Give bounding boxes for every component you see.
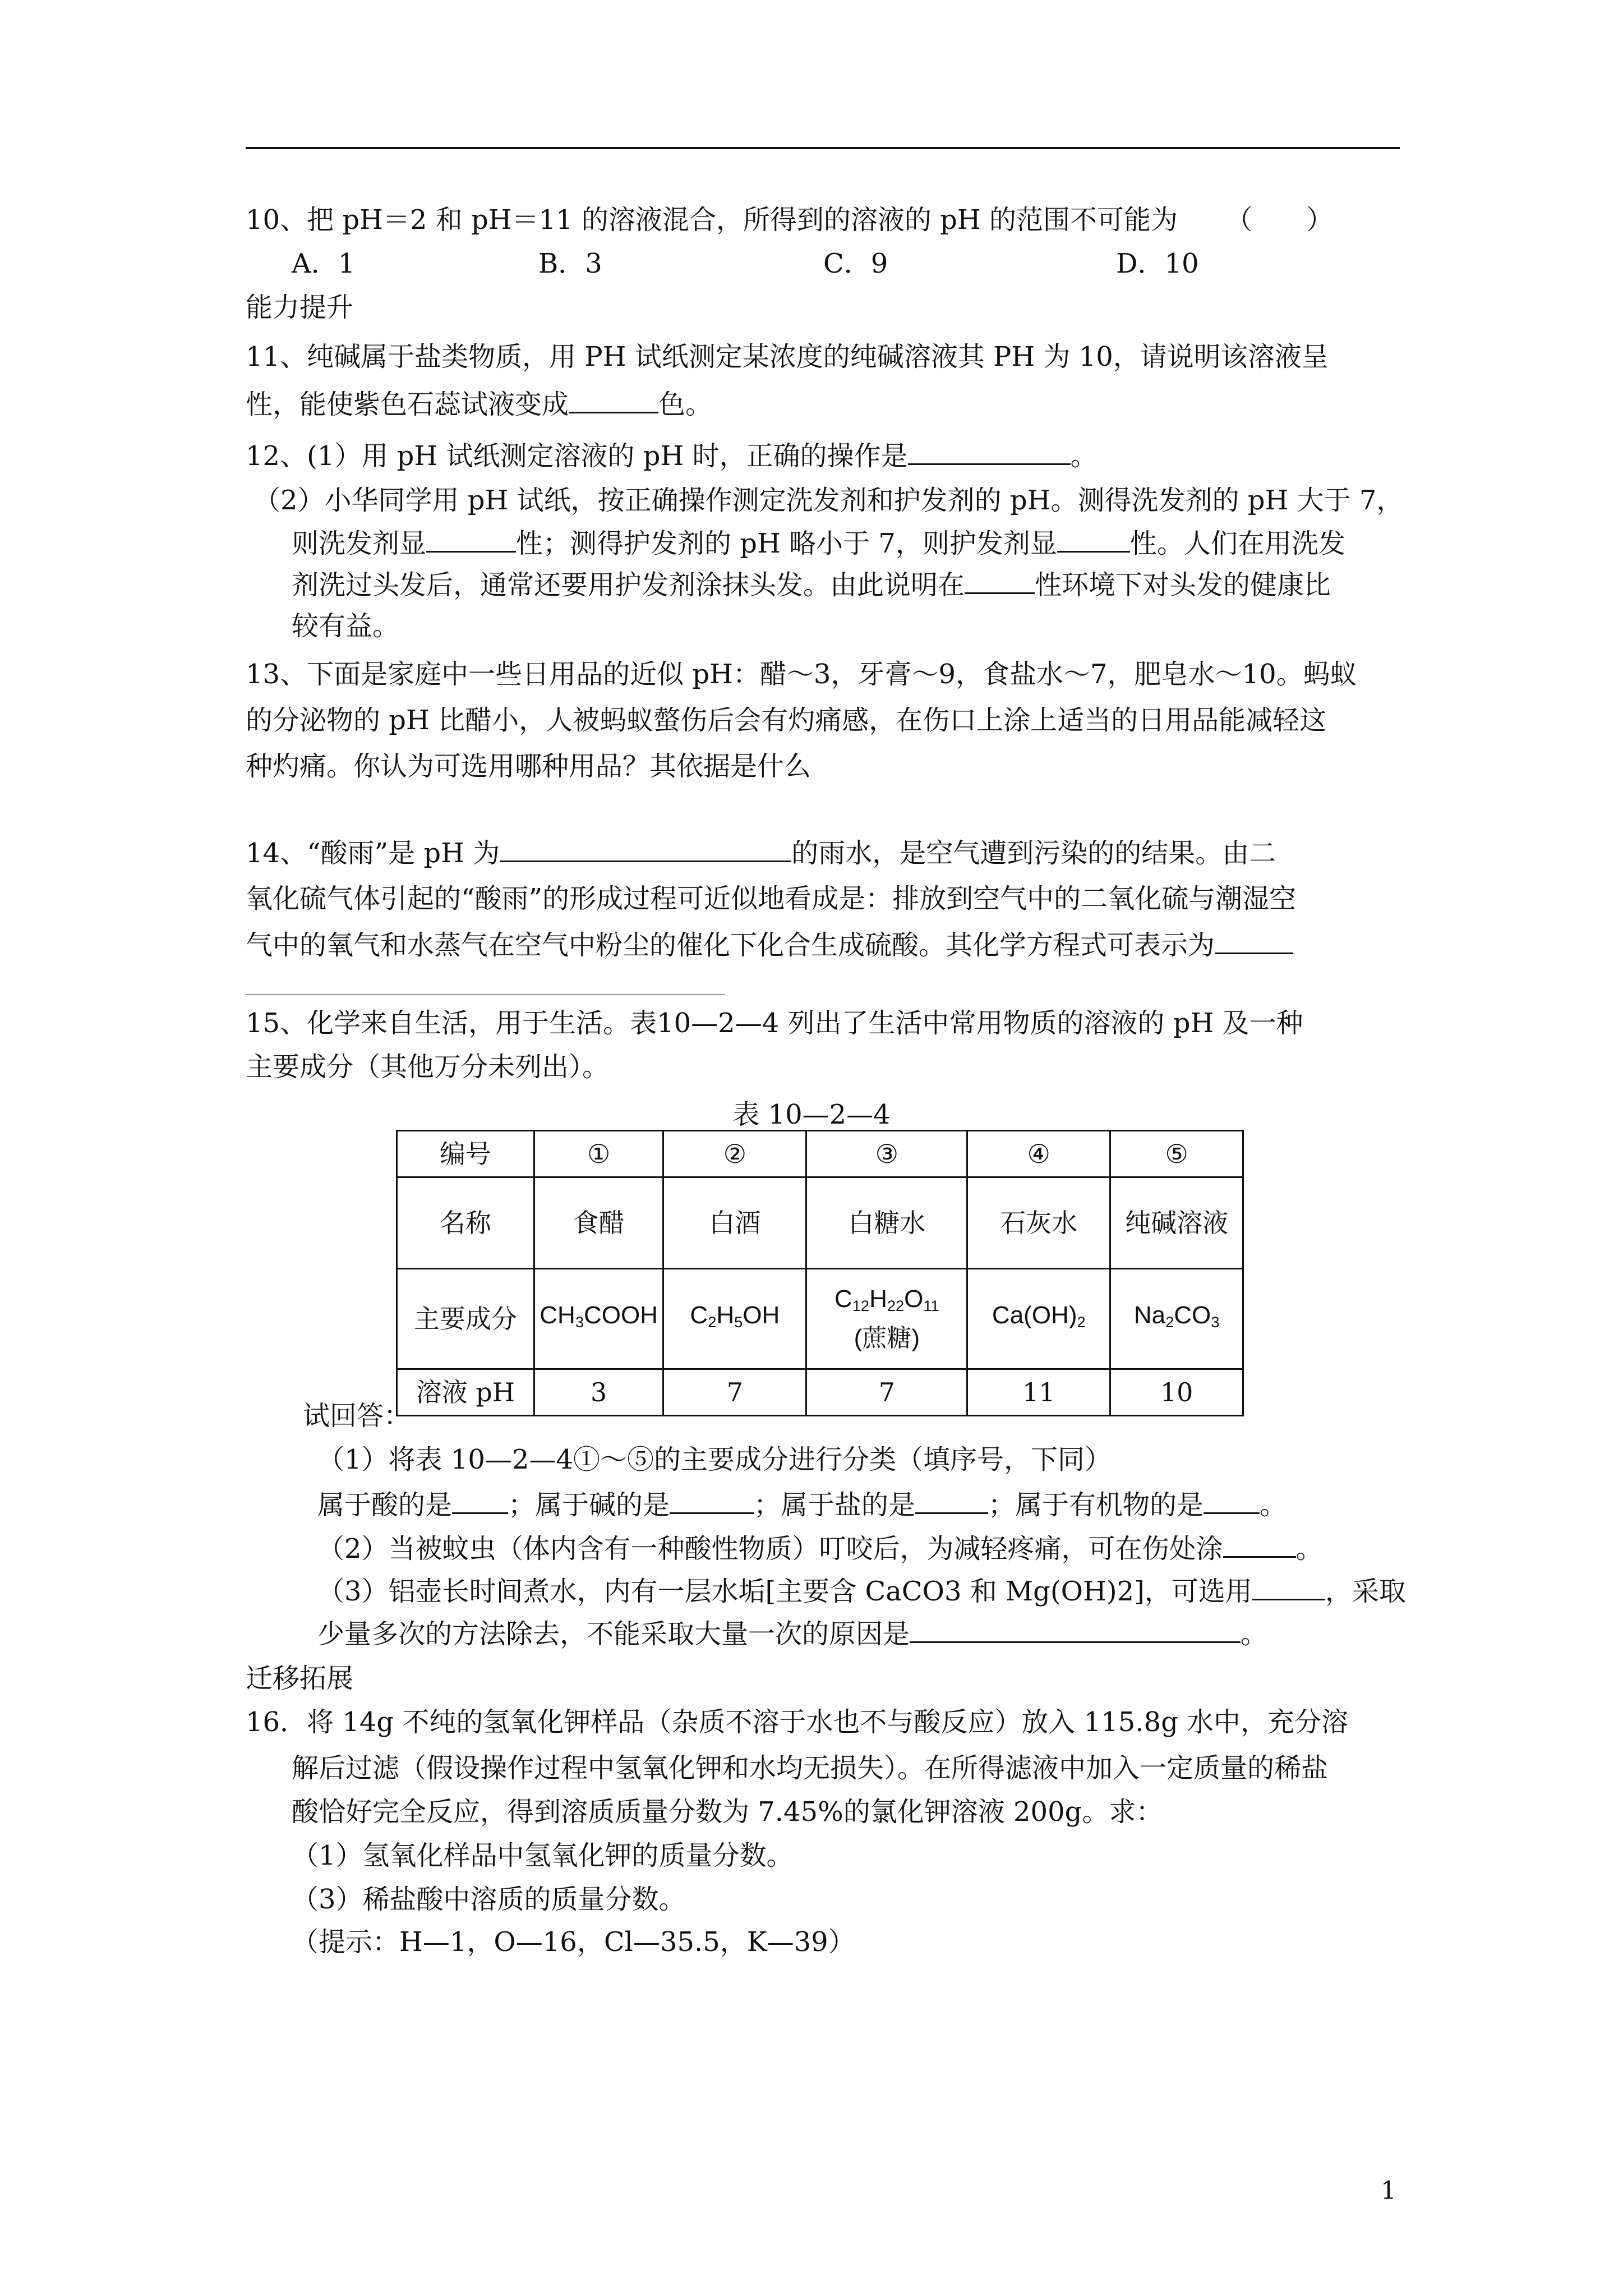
table-cell: 3 (534, 1369, 663, 1416)
table-row (397, 1177, 1243, 1269)
answer-blank (500, 836, 791, 862)
q10-option-b: B．3 (538, 248, 602, 279)
answer-blank (1252, 1574, 1325, 1600)
table-cell: 11 (967, 1369, 1110, 1416)
answer-blank (1215, 928, 1293, 954)
q12-line4: 剂洗过头发后，通常还要用护发剂涂抹头发。由此说明在 性环境下对头发的健康比 (292, 568, 1331, 602)
answer-blank (569, 387, 658, 413)
table-cell: 食醋 (534, 1177, 663, 1269)
row-label: 主要成分 (397, 1269, 534, 1369)
table-cell: ⑤ (1110, 1131, 1243, 1177)
table-row (397, 1269, 1243, 1369)
q15-sub1-answers: 属于酸的是 ；属于碱的是 ；属于盐的是 ；属于有机物的是 。 (317, 1488, 1287, 1522)
table-row (397, 1131, 1243, 1177)
answer-blank (452, 1488, 508, 1514)
table-cell: $Na_2CO_3$ (1110, 1269, 1243, 1369)
answer-intro: 试回答： (303, 1400, 411, 1432)
table-cell: $Ca(OH)_2$ (967, 1269, 1110, 1369)
table-cell: 7 (806, 1369, 967, 1416)
answer-blank (908, 439, 1071, 465)
table-cell: ④ (967, 1131, 1110, 1177)
table-cell: ② (663, 1131, 806, 1177)
answer-blank (1057, 526, 1130, 553)
row-label: 名称 (397, 1177, 534, 1269)
q12-line2: （2）小华同学用 pH 试纸，按正确操作测定洗发剂和护发剂的 pH。测得洗发剂的 pH 大于 7， (253, 485, 1404, 516)
q10-option-d: D．10 (1116, 248, 1199, 279)
q13-line3: 种灼痛。你认为可选用哪种用品？其依据是什么 (246, 751, 811, 782)
q12-line3: 则洗发剂显 性；测得护发剂的 pH 略小于 7，则护发剂显 性。人们在用洗发 (292, 526, 1345, 560)
row-label: 溶液 pH (397, 1369, 534, 1416)
q15-line1: 15、化学来自生活，用于生活。表10—2—4 列出了生活中常用物质的溶液的 pH 及一种 (246, 1007, 1303, 1039)
q11-line2: 性，能使紫色石蕊试液变成 色。 (246, 387, 712, 421)
q10-stem: 10、把 pH＝2 和 pH＝11 的溶液混合，所得到的溶液的 pH 的范围不可能为 （ ） (246, 204, 1334, 236)
table-cell: ① (534, 1131, 663, 1177)
table-cell: $CH_3COOH$ (534, 1269, 663, 1369)
answer-line (246, 994, 725, 995)
table-cell: 白糖水 (806, 1177, 967, 1269)
table-cell: 7 (663, 1369, 806, 1416)
q16-line6: （提示：H—1，O—16，Cl—35.5，K—39） (292, 1926, 855, 1958)
q10-option-a: A．1 (292, 248, 356, 279)
q11-line1: 11、纯碱属于盐类物质，用 PH 试纸测定某浓度的纯碱溶液其 PH 为 10，请说明该溶液呈 (246, 341, 1329, 372)
q16-line3: 酸恰好完全反应，得到溶质质量分数为 7.45%的氯化钾溶液 200g。求： (292, 1796, 1163, 1828)
table-cell: 纯碱溶液 (1110, 1177, 1243, 1269)
q16-line4: （1）氢氧化样品中氢氧化钾的质量分数。 (292, 1840, 794, 1871)
answer-blank (915, 1488, 988, 1514)
table-cell: $C_{12}H_{22}O_{11}$ (蔗糖) (806, 1269, 967, 1369)
header-rule (246, 147, 1400, 149)
q16-line1: 16．将 14g 不纯的氢氧化钾样品（杂质不溶于水也不与酸反应）放入 115.8g 水中，充分溶 (246, 1706, 1349, 1738)
section-heading-transfer: 迁移拓展 (246, 1663, 354, 1694)
table-cell: 石灰水 (967, 1177, 1110, 1269)
q15-sub2: （2）当被蚊虫（体内含有一种酸性物质）叮咬后，为减轻疼痛，可在伤处涂 。 (317, 1531, 1323, 1566)
q15-sub1: （1）将表 10—2—4①～⑤的主要成分进行分类（填序号，下同） (317, 1444, 1112, 1475)
answer-blank (965, 568, 1035, 594)
q15-sub3-line2: 少量多次的方法除去，不能采取大量一次的原因是 。 (317, 1617, 1267, 1651)
q15-sub3: （3）铝壶长时间煮水，内有一层水垢[主要含 CaCO3 和 Mg(OH)2]，可选用 ，采取 (317, 1574, 1406, 1608)
table-cell: 白酒 (663, 1177, 806, 1269)
q12-line5: 较有益。 (292, 610, 400, 642)
q13-line2: 的分泌物的 pH 比醋小，人被蚂蚁螫伤后会有灼痛感，在伤口上涂上适当的日用品能减轻这 (246, 705, 1327, 736)
answer-blank (670, 1488, 754, 1514)
q12-line1: 12、(1）用 pH 试纸测定溶液的 pH 时，正确的操作是 。 (246, 439, 1098, 473)
answer-blank (1223, 1531, 1296, 1558)
answer-blank (426, 526, 516, 553)
q16-line2: 解后过滤（假设操作过程中氢氧化钾和水均无损失）。在所得滤液中加入一定质量的稀盐 (292, 1752, 1329, 1784)
table-cell: 10 (1110, 1369, 1243, 1416)
section-heading-ability: 能力提升 (246, 292, 354, 323)
table-cell: ③ (806, 1131, 967, 1177)
answer-blank (910, 1617, 1241, 1643)
q15-line2: 主要成分（其他万分未列出）。 (246, 1051, 610, 1083)
answer-blank (1204, 1488, 1260, 1514)
q14-line3: 气中的氧气和水蒸气在空气中粉尘的催化下化合生成硫酸。其化学方程式可表示为 (246, 928, 1293, 962)
row-label: 编号 (397, 1131, 534, 1177)
page-number: 1 (1381, 2177, 1396, 2205)
q10-option-c: C．9 (823, 248, 888, 279)
q13-line1: 13、下面是家庭中一些日用品的近似 pH：醋～3，牙膏～9，食盐水～7，肥皂水～10。蚂蚁 (246, 659, 1357, 690)
q14-line2: 氧化硫气体引起的“酸雨”的形成过程可近似地看成是：排放到空气中的二氧化硫与潮湿空 (246, 883, 1297, 914)
ph-table (396, 1130, 1244, 1416)
table-cell: $C_2H_5OH$ (663, 1269, 806, 1369)
q16-line5: （3）稀盐酸中溶质的质量分数。 (292, 1884, 686, 1915)
table-row (397, 1369, 1243, 1416)
table-caption: 表 10—2—4 (732, 1099, 891, 1130)
q14-line1: 14、“酸雨”是 pH 为 的雨水，是空气遭到污染的的结果。由二 (246, 836, 1276, 870)
